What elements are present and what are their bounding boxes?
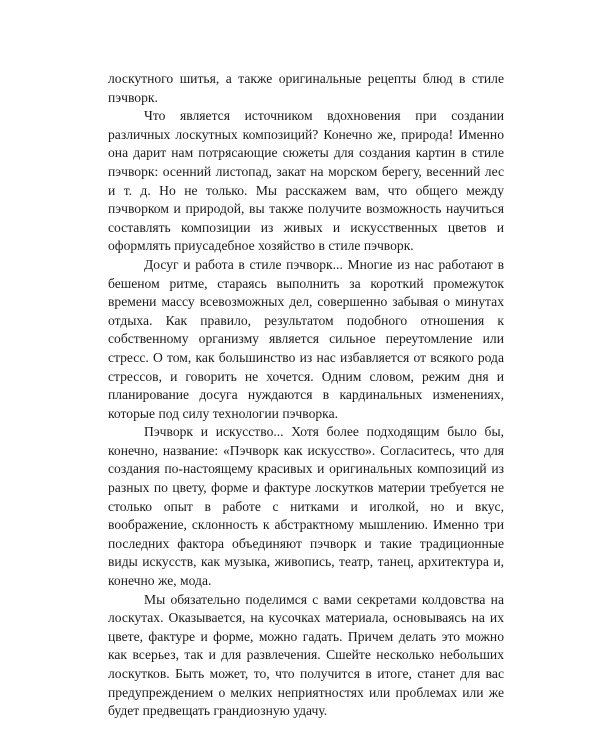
body-text	[108, 70, 504, 721]
paragraph-art: Пэчворк и искусство... Хотя более подходящим было бы, конечно, название: «Пэчворк как искусство». Согласитесь, что для создания по-настоящему красивых и оригинальных композиций из разных по цвету, форме и фактуре лоскутков материи требуется не столько опыт в работе с нитками и иголкой, но и вкус, воображение, склонность к абстрактному мышлению. Именно три последних фактора объединяют пэчворк и такие традиционные виды искусств, как музыка, живопись, театр, танец, архитектура и, конечно же, мода.	[108, 424, 504, 589]
paragraph-fortune: Мы обязательно поделимся с вами секретами колдовства на лоскутах. Оказывается, на кусочках материала, основываясь на их цвете, фактуре и форме, можно гадать. Причем делать это можно как всерьез, так и для развлечения. Сшейте несколько небольших лоскутков. Быть может, то, что получится в итоге, станет для вас предупреждением о мелких неприятностях или проблемах или же будет предвещать грандиозную удачу.	[108, 591, 504, 719]
paragraph-leisure: Досуг и работа в стиле пэчворк... Многие из нас работают в бешеном ритме, стараясь выполнить за короткий промежуток времени массу всевозможных дел, совершенно забывая о минутах отдыха. Как правило, результатом подобного отношения к собственному организму является сильное переутомление или стресс. О том, как большинство из нас избавляется от всякого рода стрессов, и говорить не хочется. Одним словом, режим дня и планирование досуга нуждаются в кардинальных изменениях, которые под силу технологии пэчворка.	[108, 256, 504, 421]
paragraph-continued: лоскутного шитья, а также оригинальные рецепты блюд в стиле пэчворк.	[108, 71, 504, 105]
paragraph-inspiration: Что является источником вдохновения при создании различных лоскутных композиций? Конечно же, природа! Именно она дарит нам потрясающие сюжеты для создания картин в стиле пэчворк: осенний листопад, закат на морском берегу, весенний лес и т. д. Но не только. Мы расскажем вам, что общего между пэчворком и природой, вы также получите возможность научиться составлять композиции из живых и искусственных цветов и оформлять приусадебное хозяйство в стиле пэчворк.	[108, 108, 504, 254]
